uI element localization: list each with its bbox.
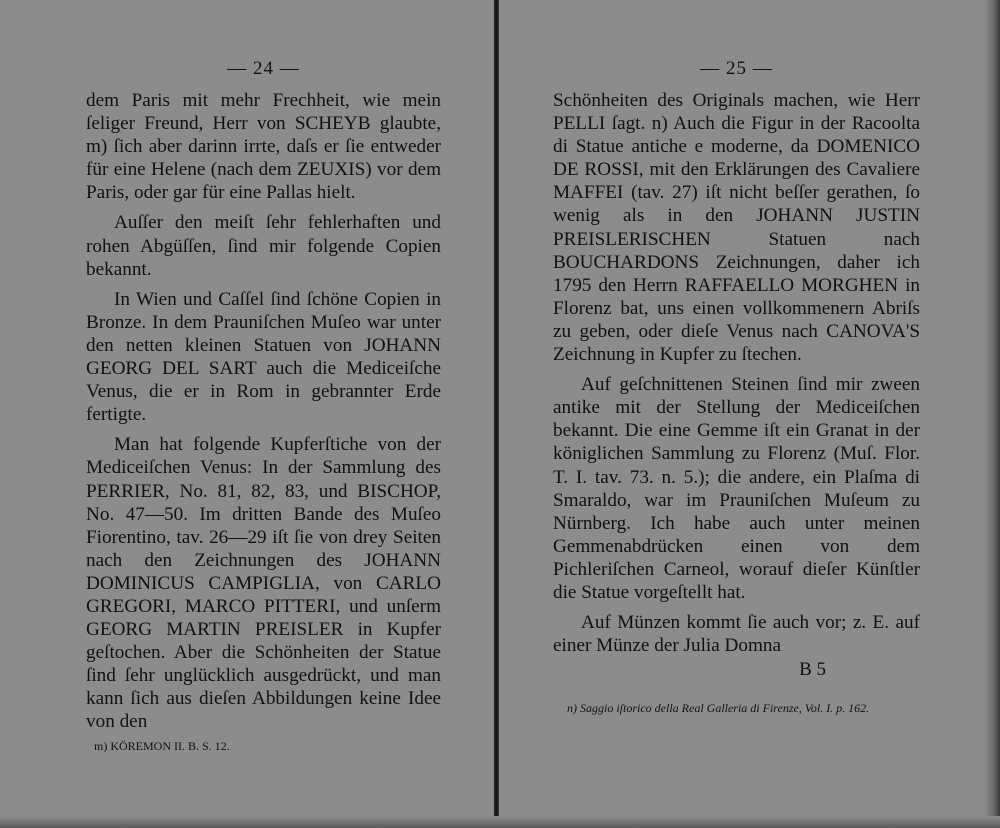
footnote: m) KÖREMON II. B. S. 12.	[94, 738, 230, 753]
paragraph: Man hat folgende Kupferſtiche von der Mediceiſchen Venus: In der Sammlung des PERRIER, No. 81, 82, 83, und BISCHOP, No. 47—50. Im dritten Bande des Muſeo Fiorentino, tav. 26—29 iſt ſie von drey Seiten nach den Zeichnungen des JOHANN DOMINICUS CAMPIGLIA, von CARLO GREGORI, MARCO PITTERI, und unſerm GEORG MARTIN PREISLER in Kupfer geſtochen. Aber die Schönheiten der Statue ſind ſehr unglücklich ausgedrückt, und man kann ſich aus dieſen Abbildungen keine Idee von den	[86, 434, 441, 733]
paragraph: Auf geſchnittenen Steinen ſind mir zween antike mit der Stellung der Mediceiſchen bekannt. Die eine Gemme iſt ein Granat in der königlichen Sammlung zu Florenz (Muſ. Flor. T. I. tav. 73. n. 5.); die andere, ein Plaſma di Smaraldo, war im Prauniſchen Muſeum zu Nürnberg. Ich habe auch unter meinen Gemmenabdrücken einen von dem Pichleriſchen Carneol, worauf dieſer Künſtler die Statue vorgeſtellt hat.	[553, 374, 920, 603]
page-edge	[984, 0, 1000, 828]
page-number: — 24 —	[227, 58, 300, 79]
book-gutter	[494, 0, 499, 828]
paragraph: In Wien und Caſſel ſind ſchöne Copien in Bronze. In dem Prauniſchen Muſeo war unter den netten kleinen Statuen von JOHANN GEORG DEL SART auch die Mediceiſche Venus, die er in Rom in gebrannter Erde fertigte.	[86, 288, 441, 426]
signature-mark: B 5	[799, 659, 826, 681]
page-number: — 25 —	[700, 58, 773, 79]
footnote: n) Saggio iſtorico della Real Galleria di Firenze, Vol. I. p. 162.	[567, 701, 870, 716]
right-page	[553, 58, 920, 716]
paragraph: dem Paris mit mehr Frechheit, wie mein ſeliger Freund, Herr von SCHEYB glaubte, m) ſich aber darinn irrte, daſs er ſie entweder für eine Helene (nach dem ZEUXIS) vor dem Paris, oder gar für eine Pallas hielt.	[86, 90, 441, 204]
paragraph: Schönheiten des Originals machen, wie Herr PELLI ſagt. n) Auch die Figur in der Racoolta di Statue antiche e moderne, da DOMENICO DE ROSSI, mit den Erklärungen des Cavaliere MAFFEI (tav. 27) iſt nicht beſſer gerathen, ſo wenig als in den JOHANN JUSTIN PREISLERISCHEN Statuen nach BOUCHARDONS Zeichnungen, daher ich 1795 den Herrn RAFFAELLO MORGHEN in Florenz bat, uns einen vollkommenern Abriſs zu geben, oder dieſe Venus nach CANOVA'S Zeichnung in Kupfer zu ſtechen.	[553, 90, 920, 366]
paragraph: Auſſer den meiſt ſehr fehlerhaften und rohen Abgüſſen, ſind mir folgende Copien bekannt.	[86, 212, 441, 280]
page-bottom-edge	[0, 816, 1000, 828]
paragraph: Auf Münzen kommt ſie auch vor; z. E. auf einer Münze der Julia Domna	[553, 612, 920, 657]
left-page	[86, 58, 441, 754]
